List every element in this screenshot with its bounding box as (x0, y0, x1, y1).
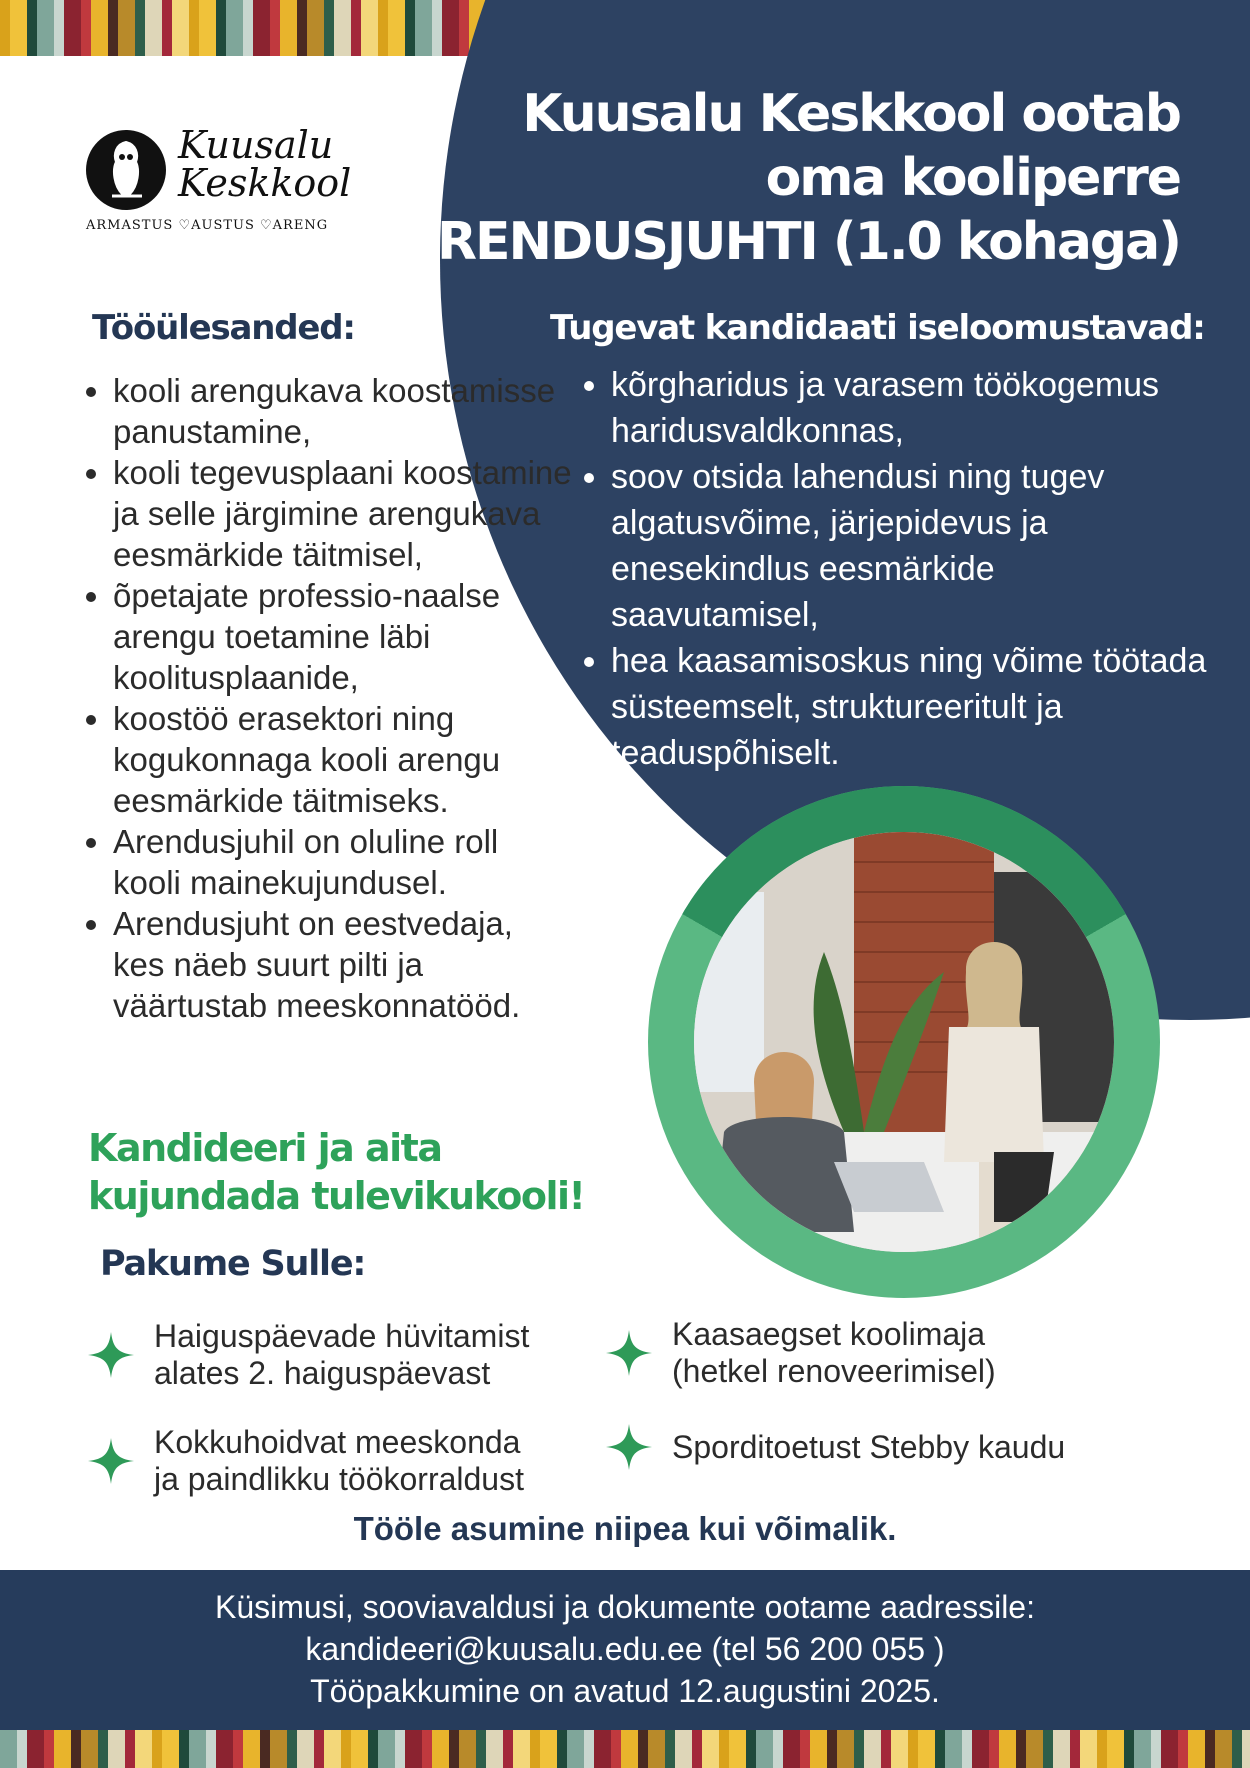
stripe-segment (422, 1730, 432, 1768)
footer-deadline: Tööpakkumine on avatud 12.augustini 2025. (310, 1673, 940, 1709)
stripe-segment (756, 1730, 773, 1768)
stripe-segment (827, 1730, 837, 1768)
stripe-segment (1161, 1730, 1178, 1768)
contact-email[interactable]: kandideeri@kuusalu.edu.ee (tel 56 200 055 ) (305, 1631, 945, 1667)
tasks-list (78, 370, 573, 1026)
stripe-segment (270, 0, 280, 56)
stripe-segment (935, 1730, 945, 1768)
decorative-stripe-bottom (0, 1730, 1250, 1768)
stripe-segment (152, 1730, 162, 1768)
stripe-segment (395, 1730, 405, 1768)
stripe-segment (206, 1730, 216, 1768)
stripe-segment (837, 1730, 854, 1768)
sparkle-icon (606, 1330, 652, 1376)
stripe-segment (881, 1730, 891, 1768)
stripe-segment (27, 0, 37, 56)
sparkle-icon (606, 1424, 652, 1470)
offer-text (672, 1316, 996, 1390)
stripe-segment (1124, 1730, 1134, 1768)
stripe-segment (810, 1730, 827, 1768)
school-logo (86, 123, 352, 246)
stripe-segment (297, 0, 307, 56)
stripe-segment (567, 1730, 584, 1768)
stripe-segment (702, 1730, 719, 1768)
stripe-segment (243, 0, 253, 56)
stripe-segment (54, 1730, 71, 1768)
headline-line2: oma kooliperre (765, 148, 1180, 208)
stripe-segment (675, 1730, 692, 1768)
offer-text-line1: Sporditoetust Stebby kaudu (672, 1428, 1066, 1465)
footer-line1: Küsimusi, sooviavaldusi ja dokumente ootame aadressile: (215, 1589, 1035, 1625)
stripe-segment (891, 1730, 908, 1768)
stripe-segment (280, 0, 297, 56)
stripe-segment (91, 0, 108, 56)
stripe-segment (172, 0, 189, 56)
stripe-segment (98, 1730, 108, 1768)
stripe-segment (253, 0, 270, 56)
stripe-segment (54, 0, 64, 56)
stripe-segment (1043, 1730, 1053, 1768)
stripe-segment (189, 1730, 206, 1768)
stripe-segment (189, 0, 199, 56)
logo-motto: ARMASTUS ♡AUSTUS ♡ARENG (86, 218, 329, 233)
stripe-segment (405, 1730, 422, 1768)
stripe-segment (118, 0, 135, 56)
stripe-segment (1026, 1730, 1043, 1768)
stripe-segment (1107, 1730, 1124, 1768)
stripe-segment (368, 1730, 378, 1768)
strong-candidate-heading: Tugevat kandidaati iseloomustavad: (550, 308, 1205, 348)
offer-heading: Pakume Sulle: (100, 1244, 366, 1284)
list-item: • Arendusjuhil on oluline roll kooli mainekujundusel. (113, 821, 573, 903)
stripe-segment (341, 1730, 351, 1768)
stripe-segment (0, 1730, 17, 1768)
offer-item (606, 1316, 996, 1390)
stripe-segment (64, 0, 81, 56)
stripe-segment (260, 1730, 270, 1768)
stripe-segment (962, 1730, 972, 1768)
stripe-segment (378, 0, 388, 56)
stripe-segment (513, 1730, 530, 1768)
stripe-segment (226, 0, 243, 56)
stripe-segment (378, 1730, 395, 1768)
logo-name (178, 123, 352, 205)
stripe-segment (37, 0, 54, 56)
stripe-segment (81, 1730, 98, 1768)
stripe-segment (1053, 1730, 1070, 1768)
stripe-segment (908, 1730, 918, 1768)
stripe-segment (1151, 1730, 1161, 1768)
stripe-segment (1232, 1730, 1242, 1768)
stripe-segment (918, 1730, 935, 1768)
stripe-segment (1080, 1730, 1097, 1768)
stripe-segment (233, 1730, 243, 1768)
stripe-segment (1215, 1730, 1232, 1768)
stripe-segment (611, 1730, 621, 1768)
stripe-segment (17, 1730, 27, 1768)
cta-line2: kujundada tulevikukooli! (88, 1174, 585, 1218)
stripe-segment (361, 0, 378, 56)
stripe-segment (135, 0, 145, 56)
stripe-segment (162, 0, 172, 56)
stripe-segment (449, 1730, 459, 1768)
stripe-segment (314, 1730, 324, 1768)
stripe-segment (108, 1730, 125, 1768)
stripe-segment (648, 1730, 665, 1768)
stripe-segment (1134, 1730, 1151, 1768)
offer-text-line1: Kokkuhoidvat meeskonda (154, 1424, 521, 1460)
offer-item (88, 1318, 529, 1392)
stripe-segment (27, 1730, 44, 1768)
office-photo (694, 832, 1114, 1252)
stripe-segment (584, 1730, 594, 1768)
stripe-segment (351, 1730, 368, 1768)
stripe-segment (405, 0, 415, 56)
stripe-segment (388, 0, 405, 56)
stripe-segment (719, 1730, 729, 1768)
page-title (399, 82, 1180, 274)
stripe-segment (665, 1730, 675, 1768)
stripe-segment (1188, 1730, 1205, 1768)
stripe-segment (459, 1730, 476, 1768)
stripe-segment (594, 1730, 611, 1768)
stripe-segment (162, 1730, 179, 1768)
stripe-segment (530, 1730, 540, 1768)
stripe-segment (243, 1730, 260, 1768)
stripe-segment (135, 1730, 152, 1768)
stripe-segment (270, 1730, 287, 1768)
owl-icon (86, 130, 166, 210)
stripe-segment (179, 1730, 189, 1768)
stripe-segment (773, 1730, 783, 1768)
sparkle-icon (88, 1332, 134, 1378)
stripe-segment (746, 1730, 756, 1768)
headline-line3: ARENDUSJUHTI (1.0 kohaga) (398, 212, 1180, 272)
stripe-segment (1070, 1730, 1080, 1768)
offer-text-line1: Haiguspäevade hüvitamist (154, 1318, 530, 1354)
list-item: • õpetajate professio-naalse arengu toetamine läbi koolitusplaanide, (113, 575, 573, 698)
stripe-segment (108, 0, 118, 56)
stripe-segment (999, 1730, 1016, 1768)
stripe-segment (1016, 1730, 1026, 1768)
stripe-segment (972, 1730, 989, 1768)
stripe-segment (540, 1730, 557, 1768)
list-item: • soov otsida lahendusi ning tugev algatusvõime, järjepidevus ja enesekindlus eesmärkide saavutamisel, (611, 454, 1211, 638)
offer-text-line2: ja paindlikku töökorraldust (154, 1461, 524, 1497)
stripe-segment (0, 0, 10, 56)
offer-text-line2: alates 2. haiguspäevast (154, 1355, 491, 1391)
sparkle-icon (88, 1438, 134, 1484)
stripe-segment (415, 0, 432, 56)
offer-text (154, 1424, 524, 1498)
headline-line1: Kuusalu Keskkool ootab (522, 84, 1180, 144)
stripe-segment (351, 0, 361, 56)
list-item: • Arendusjuht on eestvedaja, kes näeb suurt pilti ja väärtustab meeskonnatööd. (113, 903, 573, 1026)
stripe-segment (334, 0, 351, 56)
stripe-segment (1097, 1730, 1107, 1768)
stripe-segment (692, 1730, 702, 1768)
list-item: • kõrgharidus ja varasem töökogemus haridusvaldkonnas, (611, 362, 1211, 454)
stripe-segment (989, 1730, 999, 1768)
stripe-segment (287, 1730, 297, 1768)
stripe-segment (800, 1730, 810, 1768)
offer-item (606, 1424, 1065, 1470)
stripe-segment (729, 1730, 746, 1768)
stripe-segment (297, 1730, 314, 1768)
stripe-segment (486, 1730, 503, 1768)
stripe-segment (324, 0, 334, 56)
stripe-segment (459, 0, 469, 56)
stripe-segment (503, 1730, 513, 1768)
offer-item (88, 1424, 524, 1498)
offer-text-line1: Kaasaegset koolimaja (672, 1316, 986, 1352)
contact-footer (0, 1570, 1250, 1730)
stripe-segment (442, 0, 459, 56)
stripe-segment (1242, 1730, 1250, 1768)
stripe-segment (324, 1730, 341, 1768)
logo-name-line2: Keskkool (178, 161, 352, 205)
list-item: • hea kaasamisoskus ning võime töötada süsteemselt, struktureeritult ja teaduspõhiselt. (611, 638, 1211, 776)
stripe-segment (10, 0, 27, 56)
list-item: • kooli arengukava koostamisse panustamine, (113, 370, 573, 452)
list-item: • kooli tegevusplaani koostamine ja selle järgimine arengukava eesmärkide täitmisel, (113, 452, 573, 575)
stripe-segment (638, 1730, 648, 1768)
stripe-segment (945, 1730, 962, 1768)
stripe-segment (621, 1730, 638, 1768)
stripe-segment (432, 0, 442, 56)
offer-text (154, 1318, 529, 1392)
stripe-segment (44, 1730, 54, 1768)
offer-text (672, 1429, 1065, 1466)
stripe-segment (81, 0, 91, 56)
tasks-heading: Tööülesanded: (92, 308, 355, 348)
cta-line1: Kandideeri ja aita (88, 1126, 442, 1170)
start-date-note: Tööle asumine niipea kui võimalik. (353, 1510, 897, 1547)
call-to-action (88, 1124, 584, 1220)
stripe-segment (864, 1730, 881, 1768)
stripe-segment (125, 1730, 135, 1768)
stripe-segment (476, 1730, 486, 1768)
strong-candidate-list (576, 362, 1211, 776)
stripe-segment (432, 1730, 449, 1768)
stripe-segment (854, 1730, 864, 1768)
stripe-segment (199, 0, 216, 56)
logo-name-line1: Kuusalu (178, 123, 334, 167)
stripe-segment (216, 0, 226, 56)
stripe-segment (1178, 1730, 1188, 1768)
offer-text-line2: (hetkel renoveerimisel) (672, 1353, 996, 1389)
stripe-segment (783, 1730, 800, 1768)
stripe-segment (145, 0, 162, 56)
stripe-segment (557, 1730, 567, 1768)
stripe-segment (1205, 1730, 1215, 1768)
list-item: • koostöö erasektori ning kogukonnaga kooli arengu eesmärkide täitmiseks. (113, 698, 573, 821)
stripe-segment (216, 1730, 233, 1768)
stripe-segment (307, 0, 324, 56)
stripe-segment (71, 1730, 81, 1768)
